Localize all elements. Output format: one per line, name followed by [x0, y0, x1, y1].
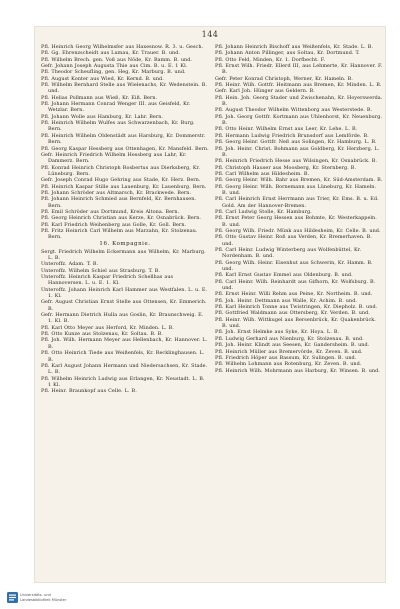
library-logo-icon — [7, 592, 18, 603]
roster-entry: Pfl. Karl Heinrich Tonne aus Twistringen, Kr. Diepholz. B. und. — [215, 304, 378, 311]
roster-entry: Pfl. Ludwig Gerhard aus Nienburg, Kr. Stolzenau. B. und. — [215, 335, 364, 342]
footer-library-line-2: Landesbibliothek Münster — [20, 598, 67, 602]
roster-entry: Pfl. Friedrich Höper aus Bassum, Kr. Sulingen. B. und. — [215, 354, 357, 361]
roster-entry: Unteroffz. Heinrich Kaspar Friedrich Schellhas aus Hannoversen. L. u. E. 1. Kl. — [41, 274, 174, 287]
roster-entry: Pfl. Carl Ludwig Stolle, Kr. Hamburg. — [215, 208, 312, 215]
roster-entry: Pfl. Gg. Ehrenzscheidt aus Lumau, Kr. Trauer. B. und. — [41, 50, 181, 57]
roster-entry: Pfl. Karl Otto Meyer aus Herford, Kr. Minden. L. B. — [41, 324, 174, 331]
roster-entry: Pfl. Heinrich Wilh. Mohrmann aus Harburg, Kr. Winsen. B. und. — [215, 367, 380, 374]
roster-entry: Pfl. Christoph Hauser aus Moosberg, Kr. Sternberg. B. — [215, 164, 357, 171]
roster-entry: Pfl. Georg Heinr. Gottfr. Neß aus Solingen, Kr. Hamburg. L. B. — [215, 139, 377, 146]
roster-entry: Pfl. Heinrich Wilhelm Wulfes aus Schwarzenbach, Kr. Burg. Bern. — [41, 120, 195, 133]
roster-entry: Pfl. Heinrich Müller aus Bremervörde, Kr. Zeven. B. und. — [215, 348, 363, 355]
roster-entry: Pfl. Otto Heinrich Tiede aus Weißenfels, Kr. Recklinghausen. L. B. — [41, 350, 205, 363]
roster-entry: Pfl. Wilhelm Brech. gen. Voß aus Nöde, Kr. Bamm. B. und. — [41, 56, 193, 63]
roster-entry: Pfl. Karl Friedrich Weihenberg aus Golle, Kr. Goll. Bern. — [41, 221, 187, 228]
roster-entry: Pfl. Johann Schröder aus Altmarsch, Kr. Brackwede. Bern. — [41, 189, 192, 196]
roster-entry: Pfl. August Konter aus Wied, Kr. Kernd. B. und. — [41, 75, 164, 82]
roster-entry: Pfl. Carl Wilhelm aus Hildesheim. B. — [215, 170, 310, 177]
roster-entry: Sergt. Friedrich Wilhelm Eckermann aus Wilhelm, Kr. Marburg. L. B. — [41, 248, 206, 261]
roster-entry: Pfl. Johann Wolle aus Hamburg, Kr. Lahr. Bern. — [41, 113, 164, 120]
left-column — [41, 44, 209, 574]
roster-entry: Pfl. Heinrich Kaspar Stille aus Lauenburg, Kr. Lauenburg. Bern. — [41, 183, 207, 190]
roster-entry: Pfl. Fritz Heinrich Carl Wilhelm aus Marzahn, Kr. Stolzenau. Bern. — [41, 227, 198, 241]
roster-entry: Pfl. Carl Heinr. Wilh. Reinhardt aus Gifhorn, Kr. Wolfsburg. B. und. — [215, 278, 376, 292]
roster-entry: Pfl. Otto Feld, Minden, Kr. 1. Dorfbecht. F. — [215, 56, 326, 63]
roster-entry: Pfl. Georg Wilh. Heinr. Eisenhut aus Schwerin, Kr. Hamm. B. und. — [215, 259, 373, 273]
roster-entry: Pfl. Johann Heinrich Schmied aus Bernfeld, Kr. Bernhausen. Bern. — [41, 196, 197, 209]
page-number: 144 — [201, 30, 219, 39]
roster-entry: Pfl. Ernst Wilh. Friedr. Ellerd III, aus Lehmerte, Kr. Hannover. F. B. — [215, 63, 383, 76]
document-page — [35, 27, 385, 582]
roster-entry: Gefr. August Christian Ernst Stelle aus Ottensen, Kr. Emmerich. B. — [41, 299, 207, 312]
roster-entry: Pfl. Wilhelm Lohmann aus Rotenburg, Kr. Zeven. B. und. — [215, 361, 362, 368]
roster-entry: Unteroffz. Adam. T. B. — [41, 261, 99, 268]
roster-entry: Pfl. Otto Gustav Heinr. Roß aus Verden, Kr. Bremerhaven. B. und. — [215, 234, 372, 247]
roster-entry: Pfl. Ernst Peter Georg Hessen aus Bohmte, Kr. Westerkappeln. B. und. — [215, 215, 377, 228]
roster-entry: Pfl. Heinrich Wilhelm Oldenstädt aus Harsburg, Kr. Dommerstr. Bern. — [41, 132, 206, 146]
roster-entry: Pfl. Otto Heinr. Wilhelm Ernst aus Leer, Kr. Lehe. L. B. — [215, 126, 358, 133]
roster-entry: Pfl. Joh. Heinr. Klindt aus Seesen, Kr. Gandersheim. B. und. — [215, 342, 370, 349]
roster-entry: Pfl. Gottfried Waldmann aus Ottersberg, Kr. Verden. B. und. — [215, 310, 370, 317]
roster-entry: Pfl. Johann Anton Pillinger, aus Soltau, Kr. Dortmund. T. — [215, 50, 360, 57]
roster-entry: Pfl. Karl Ernst Gustav Emmel aus Oldenburg. B. und. — [215, 272, 353, 279]
roster-entry: Pfl. Carl Heinrich Ernst Herrmann aus Trier, Kr. Ems. B. u. Ed. Gold. Am der Hannover-Bremen. — [215, 196, 379, 209]
roster-entry: Pfl. Hein. Joh. Georg Stader und Zwischenahn, Kr. Hoyerswerda. B. — [215, 94, 383, 108]
roster-entry: Pfl. Georg Kaspar Hessberg aus Ottenhagen, Kr. Mansfeld. Bern. — [41, 145, 209, 152]
roster-entry: Pfl. Hermann Ludwig Friedrich Brunsdorf aus Lemförde. B. — [215, 132, 369, 139]
roster-entry: Pfl. Heinrich Georg Wilhelmsfer aus Haxesnow. R. 3. u. Gesch. — [41, 44, 204, 50]
roster-entry: Pfl. Georg Wilh. Friedr. Münk aus Hildesheim, Kr. Celle. B. und. — [215, 227, 381, 234]
roster-entry: Pfl. Helias Pollmann aus Wieß, Kr. Eiß. Bern. — [41, 94, 158, 101]
roster-entry: Pfl. Ernst Heinr. Willi Rehm aus Peine, Kr. Northeim. B. und. — [215, 291, 373, 298]
roster-entry: Pfl. Konrad Heinrich Christoph Rosbertus aus Dierksberg, Kr. Lüneburg. Bern. — [41, 164, 201, 177]
roster-entry: Pfl. August Theodor Wilhelm Wittenborg aus Westerstede. B. — [215, 107, 373, 114]
roster-entry: Pfl. Joh. Heinr. Dettmann aus Walle, Kr. Achim. B. und. — [215, 297, 357, 304]
roster-entry: Pfl. Carl Heinr. Ludwig Winterberg aus Wolfenbüttel, Kr. Nordenham. B. und. — [215, 247, 362, 260]
roster-entry: Gefr. Heinrich Friedrich Wilhelm Hessberg aus Lahr, Kr. Dammerz. Bern. — [41, 151, 187, 165]
roster-entry: Pfl. Heinr. Wilh. Gottfr. Heitmann aus Bremen, Kr. Minden. L. B. — [215, 82, 382, 89]
roster-entry: Gefr. Johann Joseph Augusta Thie aus Cim. B. u. E. 1 Kl. — [41, 63, 188, 70]
roster-entry: Gefr. Hermann Dietrich Hulla aus Goslin, Kr. Braunschweig. E. 1. Kl. B. — [41, 312, 204, 325]
roster-entry: Pfl. Karl August Johann Hermann und Niedersachsen, Kr. Stade. L. B. — [41, 362, 208, 376]
roster-entry: Unteroffz. Johann Heinrich Karl Hammer aus Westfalen. L. u. E. 1. Kl. — [41, 286, 208, 300]
roster-entry: Pfl. Georg Heinrich Christian aus Kerze, Kr. Osnabrück. Bern. — [41, 215, 202, 222]
roster-entry: Pfl. Joh. Heinr. Christ. Bohmann aus Goldberg, Kr. Herzberg. L. B. — [215, 145, 380, 158]
roster-entry: Unteroffz. Wilhelm Schiel aus Strasburg. T. B. — [41, 267, 160, 274]
roster-entry: Gefr. Peter Konrad Christoph, Werner, Kr. Hameln. B. — [215, 75, 353, 82]
roster-entry: Pfl. Joh. Wilh. Hermann Meyer aus Hellenbach, Kr. Hannover. L. B. — [41, 337, 208, 350]
right-column — [215, 44, 383, 574]
roster-entry: Pfl. Theodor Scheufling, gen. Heg, Kr. Marburg. B. und. — [41, 69, 186, 76]
section-heading: 16. Kompagnie. — [99, 241, 151, 248]
roster-entry: Pfl. Georg Heinr. Wilh. Bornemann aus Lüneburg, Kr. Hameln. B. und. — [215, 183, 377, 196]
roster-entry: Pfl. Heinr. Braunkopf aus Celle. L. B. — [41, 388, 137, 395]
roster-entry: Pfl. Heinrich Friedrich Hesse aus Wilsingen, Kr. Osnabrück. B. — [215, 158, 378, 165]
roster-entry: Pfl. Georg Heinr. Wilh. Bahr aus Bremen, Kr. Süd-Amsterdam. B. — [215, 177, 383, 184]
roster-entry: Pfl. Emil Schröder aus Dortmund, Kreis Altona. Bern. — [41, 208, 180, 215]
roster-entry: Gefr. Karl Joh. Hünger aus Geldern. B. — [215, 88, 315, 95]
footer-library-line-1: Universitäts- und — [20, 593, 51, 597]
roster-entry: Pfl. Wilhelm Heinrich Ludwig aus Erlangen, Kr. Neustadt. L. B. 1 Kl. — [41, 375, 205, 388]
roster-entry: Pfl. Heinr. Wilh. Wittkugel aus Bersenbrück, Kr. Quakenbrück. B. und. — [215, 316, 376, 330]
roster-entry: Pfl. Joh. Ernst Helmke aus Syke, Kr. Hoya. L. B. — [215, 329, 340, 336]
roster-entry: Pfl. Johann Heinrich Bischoff aus Weißenfels, Kr. Stade. L. B. — [215, 44, 374, 50]
roster-entry: Pfl. Joh. Georg Gottfr. Kortmann aus Uhlenhorst, Kr. Neuenburg. B. — [215, 113, 382, 127]
roster-entry: Gefr. Joseph Conrad Hugo Gehring aus Stade, Kr. Herz. Bern. — [41, 177, 201, 184]
roster-entry: Pfl. Wilhelm Bernhard Stelle aus Wielenachs, Kr. Wedenstein. B. und. — [41, 82, 208, 95]
roster-entry: Pfl. Otto Kunze aus Stolzenau, Kr. Soltau. B. B. — [41, 331, 163, 338]
roster-entry: Pfl. Johann Hermann Conrad Wenger III. aus Geisfeld, Kr. Wetzlar. Bern. — [41, 101, 191, 114]
